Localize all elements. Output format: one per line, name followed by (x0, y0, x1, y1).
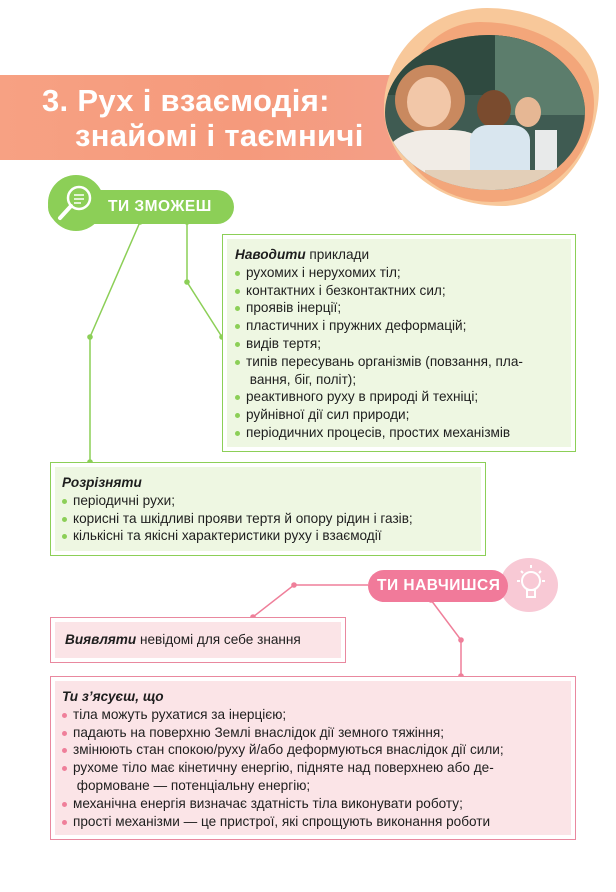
reveal-text: невідомі для себе знання (136, 632, 301, 647)
list-item: періодичні рухи; (62, 492, 480, 510)
learn-tag-label: ТИ НАВЧИШСЯ (377, 577, 501, 594)
find-out-heading: Ти з’ясуєш, що (62, 689, 164, 704)
magnifier-icon (48, 175, 104, 231)
list-item: періодичних процесів, простих механізмів (235, 424, 567, 442)
list-item: рухоме тіло має кінетичну енергію, підняте над поверхнею або де- формоване — потенціальну енергію; (62, 759, 567, 795)
list-item: тіла можуть рухатися за інерцією; (62, 706, 567, 724)
examples-heading: Наводити (235, 247, 306, 262)
list-item: контактних і безконтактних сил; (235, 282, 567, 300)
distinguish-box (50, 462, 486, 556)
list-item: кількісні та якісні характеристики руху і взаємодії (62, 527, 480, 545)
list-item: проявів інерції; (235, 299, 567, 317)
learn-tag (368, 570, 508, 602)
reveal-box (50, 617, 346, 663)
skills-tag-label: ТИ ЗМОЖЕШ (108, 198, 212, 215)
title-line-1: 3. Рух і взаємодія: (42, 83, 330, 118)
lightbulb-icon (500, 558, 558, 612)
list-item: прості механізми — це пристрої, які спрощують виконання роботи (62, 813, 567, 831)
list-item: реактивного руху в природі й техніці; (235, 388, 567, 406)
list-item: рухомих і нерухомих тіл; (235, 264, 567, 282)
title-line-2: знайомі і таємничі (75, 118, 364, 153)
examples-heading-rest: приклади (305, 247, 370, 262)
list-item: пластичних і пружних деформацій; (235, 317, 567, 335)
list-item: змінюють стан спокою/руху й/або деформуються внаслідок дії сили; (62, 741, 567, 759)
list-item: падають на поверхню Землі внаслідок дії земного тяжіння; (62, 724, 567, 742)
list-item: типів пересувань організмів (повзання, пла- вання, біг, політ); (235, 353, 567, 389)
list-item: механічна енергія визначає здатність тіла виконувати роботу; (62, 795, 567, 813)
distinguish-heading: Розрізняти (62, 475, 142, 490)
list-item: руйнівної дії сил природи; (235, 406, 567, 424)
examples-box (222, 234, 576, 452)
reveal-heading: Виявляти (65, 632, 137, 647)
lightbulb-icon-bg (500, 558, 558, 612)
find-out-box (50, 676, 576, 840)
list-item: видів тертя; (235, 335, 567, 353)
list-item: корисні та шкідливі прояви тертя й опору рідин і газів; (62, 510, 480, 528)
